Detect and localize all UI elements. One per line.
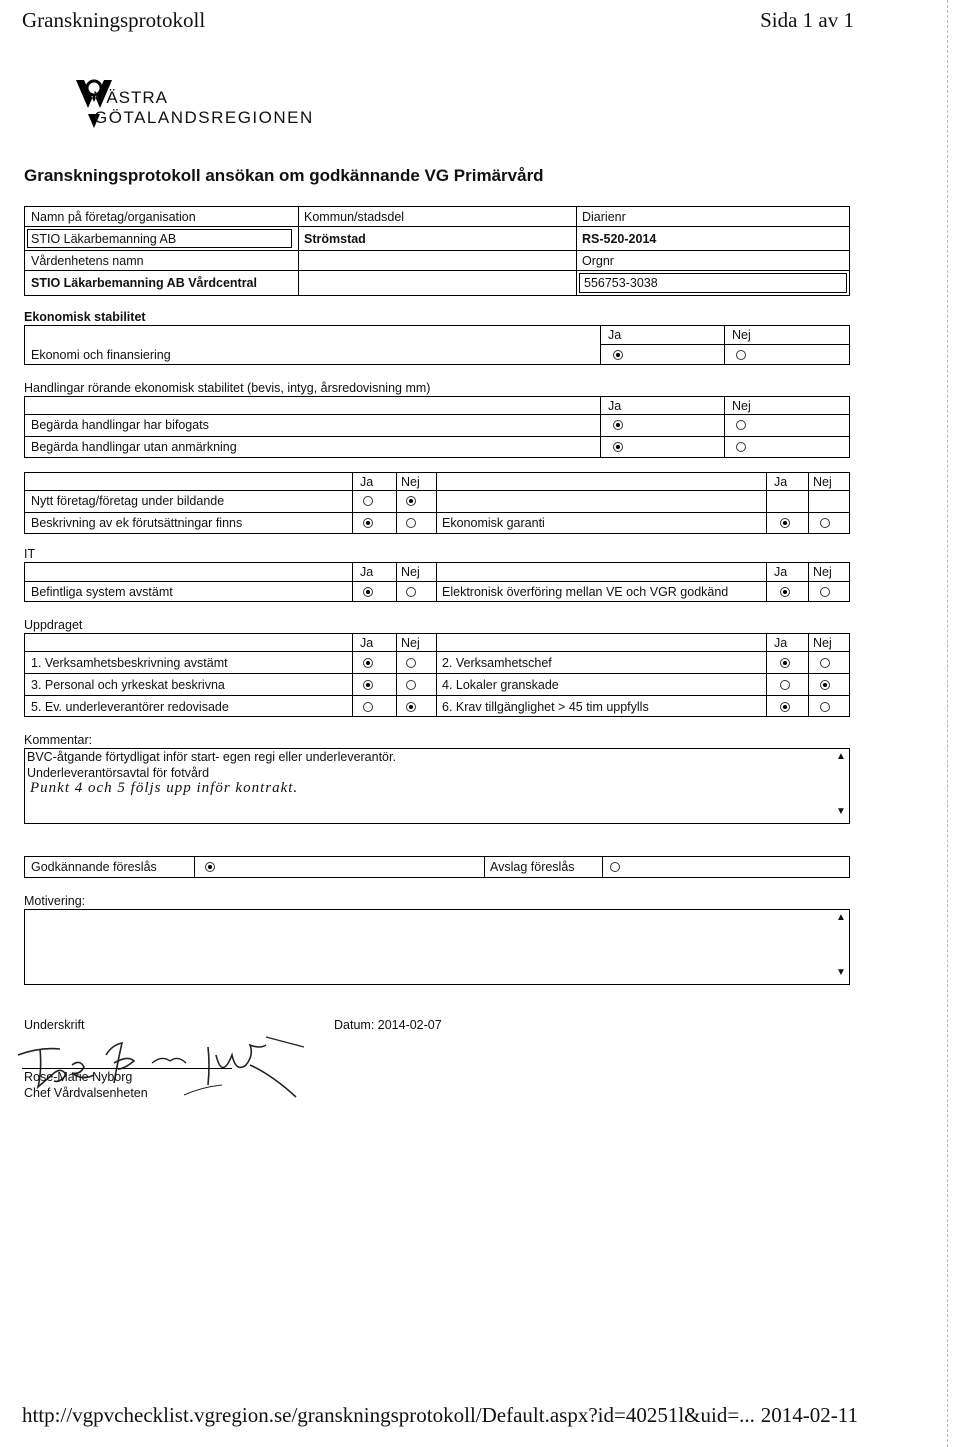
uppdrag-ja-header-2: Ja — [774, 636, 788, 650]
it-row1-nej-radio[interactable] — [406, 587, 416, 597]
it-ja-header-2: Ja — [774, 565, 788, 579]
docs-row-div-1 — [24, 414, 850, 415]
docs-col-2 — [724, 396, 725, 458]
comment-handwritten: Punkt 4 och 5 följs upp inför kontrakt. — [30, 780, 299, 796]
it-col-2 — [396, 562, 397, 602]
docs-row1-nej-radio[interactable] — [736, 420, 746, 430]
footer-url: http://vgpvchecklist.vgregion.se/granskningsprotokoll/Default.aspx?id=40251l&uid=... — [22, 1403, 755, 1427]
it-nej-header: Nej — [401, 565, 420, 579]
unit-value: STIO Läkarbemanning AB Vårdcentral — [31, 276, 257, 290]
motivering-heading: Motivering: — [24, 894, 86, 908]
uppdrag-col-2 — [396, 633, 397, 717]
org-row-divider-3 — [24, 270, 850, 271]
it-col-3 — [436, 562, 437, 602]
docs-row2-nej-radio[interactable] — [736, 442, 746, 452]
it-row1b-ja-radio[interactable] — [780, 587, 790, 597]
page-number: Sida 1 av 1 — [760, 8, 854, 32]
company-row2-nej-radio[interactable] — [406, 518, 416, 528]
it-heading: IT — [24, 547, 36, 561]
motivering-scroll-up-icon[interactable]: ▲ — [836, 912, 846, 923]
docs-row2-label: Begärda handlingar utan anmärkning — [31, 440, 237, 454]
kommun-value: Strömstad — [304, 232, 366, 246]
company-row2-ja-radio[interactable] — [363, 518, 373, 528]
signature-label: Underskrift — [24, 1018, 85, 1032]
logo-line-2: GÖTALANDSREGIONEN — [94, 108, 314, 127]
it-row1b-nej-radio[interactable] — [820, 587, 830, 597]
docs-heading: Handlingar rörande ekonomisk stabilitet (bevis, intyg, årsredovisning mm) — [24, 381, 431, 395]
comment-scroll-down-icon[interactable]: ▼ — [836, 806, 846, 817]
garanti-nej-radio[interactable] — [820, 518, 830, 528]
org-name-label: Namn på företag/organisation — [31, 210, 196, 224]
decision-col-2 — [484, 856, 485, 878]
uppdrag-col-4 — [766, 633, 767, 717]
signature-line — [22, 1068, 232, 1069]
reject-radio[interactable] — [610, 862, 620, 872]
kommun-label: Kommun/stadsdel — [304, 210, 405, 224]
org-row-divider-1 — [24, 226, 850, 227]
it-col-4 — [766, 562, 767, 602]
uppdrag-r5-label: 5. Ev. underleverantörer redovisade — [31, 700, 229, 714]
approve-radio[interactable] — [205, 862, 215, 872]
org-row-divider-2 — [24, 250, 850, 251]
company-col-3 — [436, 472, 437, 534]
orgnr-label: Orgnr — [582, 254, 614, 268]
uppdrag-r6-nej-radio[interactable] — [820, 702, 830, 712]
logo-line-1: VÄSTRA — [94, 88, 169, 107]
it-row1-ja-radio[interactable] — [363, 587, 373, 597]
it-ja-header: Ja — [360, 565, 374, 579]
comment-heading: Kommentar: — [24, 733, 93, 747]
signature-date: Datum: 2014-02-07 — [334, 1018, 442, 1032]
uppdrag-r1-ja-radio[interactable] — [363, 658, 373, 668]
uppdrag-r3-nej-radio[interactable] — [406, 680, 416, 690]
uppdrag-r3-ja-radio[interactable] — [363, 680, 373, 690]
org-name-value: STIO Läkarbemanning AB — [31, 232, 177, 246]
page-edge-line — [947, 0, 948, 1447]
company-col-5 — [808, 472, 809, 534]
uppdrag-r4-ja-radio[interactable] — [780, 680, 790, 690]
comment-line-1: BVC-åtgande förtydligat inför start- egen regi eller underleverantör. — [27, 750, 396, 764]
uppdrag-r1-label: 1. Verksamhetsbeskrivning avstämt — [31, 656, 228, 670]
uppdrag-row-div-3 — [24, 695, 850, 696]
econ-row1-label: Ekonomi och finansiering — [31, 348, 171, 362]
uppdrag-r5-ja-radio[interactable] — [363, 702, 373, 712]
company-row1-ja-radio[interactable] — [363, 496, 373, 506]
it-row-div — [24, 581, 850, 582]
it-col-5 — [808, 562, 809, 602]
unit-label: Vårdenhetens namn — [31, 254, 144, 268]
uppdrag-r5-nej-radio[interactable] — [406, 702, 416, 712]
company-col-1 — [352, 472, 353, 534]
company-row1-nej-radio[interactable] — [406, 496, 416, 506]
uppdrag-nej-header: Nej — [401, 636, 420, 650]
vgr-logo — [82, 74, 322, 134]
econ-nej-header: Nej — [732, 328, 751, 342]
garanti-label: Ekonomisk garanti — [442, 516, 545, 530]
company-row2-label: Beskrivning av ek förutsättningar finns — [31, 516, 243, 530]
uppdrag-r3-label: 3. Personal och yrkeskat beskrivna — [31, 678, 225, 692]
company-row-div-1 — [24, 490, 850, 491]
it-row1-label: Befintliga system avstämt — [31, 585, 173, 599]
org-col-divider-1 — [298, 206, 299, 296]
uppdrag-nej-header-2: Nej — [813, 636, 832, 650]
reject-label: Avslag föreslås — [490, 860, 575, 874]
econ-ja-header: Ja — [608, 328, 622, 342]
company-row-div-2 — [24, 512, 850, 513]
uppdrag-r6-label: 6. Krav tillgänglighet > 45 tim uppfylls — [442, 700, 649, 714]
econ-col-1 — [600, 325, 601, 365]
docs-row1-label: Begärda handlingar har bifogats — [31, 418, 209, 432]
company-row1-label: Nytt företag/företag under bildande — [31, 494, 225, 508]
decision-col-3 — [602, 856, 603, 878]
docs-ja-header: Ja — [608, 399, 622, 413]
it-nej-header-2: Nej — [813, 565, 832, 579]
approve-label: Godkännande föreslås — [31, 860, 157, 874]
uppdrag-r2-nej-radio[interactable] — [820, 658, 830, 668]
econ-col-2 — [724, 325, 725, 365]
company-nej-header: Nej — [401, 475, 420, 489]
docs-nej-header: Nej — [732, 399, 751, 413]
uppdrag-r6-ja-radio[interactable] — [780, 702, 790, 712]
signer-role: Chef Vårdvalsenheten — [24, 1086, 148, 1100]
uppdrag-r4-nej-radio[interactable] — [820, 680, 830, 690]
motivering-scroll-down-icon[interactable]: ▼ — [836, 967, 846, 978]
company-col-4 — [766, 472, 767, 534]
diarienr-label: Diarienr — [582, 210, 626, 224]
comment-scroll-up-icon[interactable]: ▲ — [836, 751, 846, 762]
orgnr-value: 556753-3038 — [584, 276, 658, 290]
company-ja-header-2: Ja — [774, 475, 788, 489]
uppdrag-col-3 — [436, 633, 437, 717]
uppdrag-row-div-1 — [24, 651, 850, 652]
company-ja-header: Ja — [360, 475, 374, 489]
it-row1b-label: Elektronisk överföring mellan VE och VGR godkänd — [442, 585, 729, 599]
signer-name: Rose-Marie Nyborg — [24, 1070, 133, 1084]
form-title: Granskningsprotokoll ansökan om godkännande VG Primärvård — [24, 166, 544, 185]
it-col-1 — [352, 562, 353, 602]
docs-col-1 — [600, 396, 601, 458]
econ-row1-ja-radio[interactable] — [613, 350, 623, 360]
econ-heading: Ekonomisk stabilitet — [24, 310, 146, 324]
uppdrag-r2-ja-radio[interactable] — [780, 658, 790, 668]
docs-row-div-2 — [24, 436, 850, 437]
docs-row1-ja-radio[interactable] — [613, 420, 623, 430]
uppdrag-row-div-2 — [24, 673, 850, 674]
uppdrag-col-1 — [352, 633, 353, 717]
econ-row-div — [600, 344, 850, 345]
comment-line-2: Underleverantörsavtal för fotvård — [27, 766, 210, 780]
uppdrag-heading: Uppdraget — [24, 618, 83, 632]
company-col-2 — [396, 472, 397, 534]
uppdrag-ja-header: Ja — [360, 636, 374, 650]
footer-date: 2014-02-11 — [760, 1403, 858, 1427]
uppdrag-r2-label: 2. Verksamhetschef — [442, 656, 552, 670]
docs-row2-ja-radio[interactable] — [613, 442, 623, 452]
uppdrag-r1-nej-radio[interactable] — [406, 658, 416, 668]
decision-col-1 — [194, 856, 195, 878]
garanti-ja-radio[interactable] — [780, 518, 790, 528]
org-col-divider-2 — [576, 206, 577, 296]
uppdrag-r4-label: 4. Lokaler granskade — [442, 678, 559, 692]
diarienr-value: RS-520-2014 — [582, 232, 657, 246]
motivering-textarea[interactable] — [24, 909, 850, 985]
uppdrag-col-5 — [808, 633, 809, 717]
company-nej-header-2: Nej — [813, 475, 832, 489]
page-header-title: Granskningsprotokoll — [22, 8, 206, 32]
econ-row1-nej-radio[interactable] — [736, 350, 746, 360]
